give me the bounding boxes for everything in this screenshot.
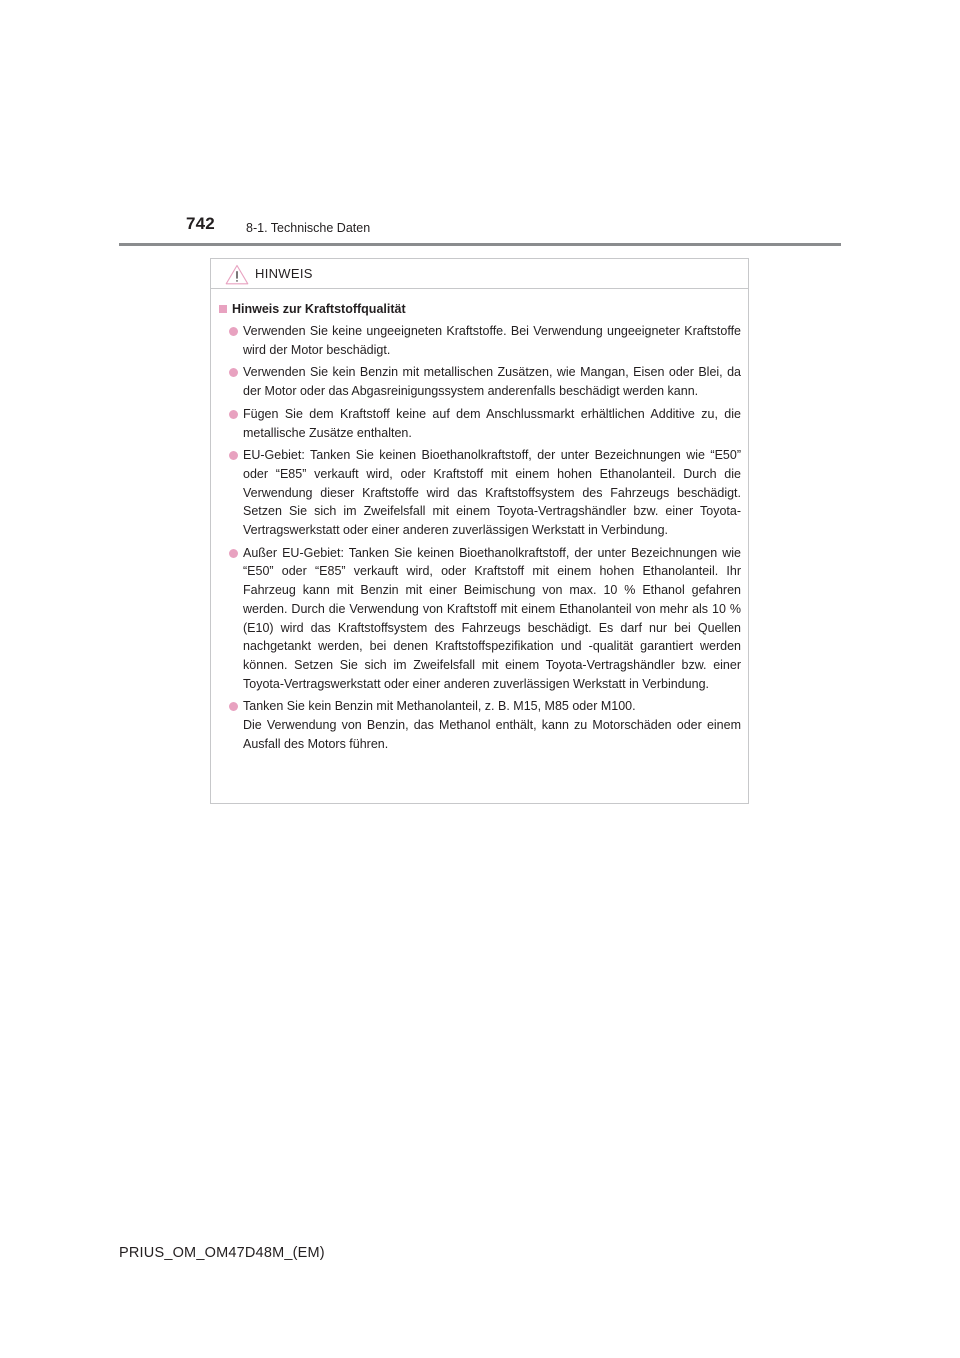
circle-bullet-icon (229, 451, 238, 460)
list-item-text (243, 697, 741, 753)
notice-box (210, 258, 749, 804)
square-bullet-icon (219, 305, 227, 313)
notice-body (211, 289, 748, 753)
list-item (218, 697, 741, 753)
list-item (218, 544, 741, 694)
circle-bullet-icon (229, 549, 238, 558)
circle-bullet-icon (229, 410, 238, 419)
list-item-text: Verwenden Sie keine ungeeigneten Kraftstoffe. Bei Verwendung ungeeigneter Kraftstoffe wird der Motor beschädigt. (243, 324, 741, 357)
list-item-text: EU-Gebiet: Tanken Sie keinen Bioethanolkraftstoff, der unter Bezeichnungen wie “E50” oder “E85” verkauft wird, oder Kraftstoff mit einem hohen Ethanolanteil. Durch die Verwendung dieser Kraftstoffe wird das Kraftstoffsystem des Fahrzeugs beschädigt. Setzen Sie sich im Zweifelsfall mit einem Toyota-Vertragshändler bzw. einer Toyota-Vertragswerkstatt oder einer anderen zuverlässigen Werkstatt in Verbindung. (243, 448, 741, 538)
list-item (218, 405, 741, 442)
list-item (218, 363, 741, 400)
page-number: 742 (186, 214, 215, 233)
header-divider (119, 243, 841, 246)
list-item-text: Verwenden Sie kein Benzin mit metallischen Zusätzen, wie Mangan, Eisen oder Blei, da der Motor oder das Abgasreinigungssystem anderenfalls beschädigt werden kann. (243, 365, 741, 399)
list-item (218, 446, 741, 540)
list-item-text: Fügen Sie dem Kraftstoff keine auf dem Anschlussmarkt erhältlichen Additive zu, die metallische Zusätze enthalten. (243, 406, 741, 440)
footer-doc-code: PRIUS_OM_OM47D48M_(EM) (119, 1245, 325, 1261)
list-item-line: Tanken Sie kein Benzin mit Methanolanteil, z. B. M15, M85 oder M100. (243, 699, 636, 714)
notice-subheading-text: Hinweis zur Kraftstoffqualität (232, 302, 406, 316)
list-item-text: Außer EU-Gebiet: Tanken Sie keinen Bioethanolkraftstoff, der unter Bezeichnungen wie “E50” oder “E85” verkauft wird, oder Kraftstoff mit einem hohen Ethanolanteil. Ihr Fahrzeug kann mit Benzin mit einer Beimischung von max. 10 % Ethanol gefahren werden. Durch die Verwendung von Kraftstoff mit einem Ethanolanteil von mehr als 10 % (E10) wird das Kraftstoffsystem des Fahrzeugs beschädigt. Es darf nur bei Quellen nachgetankt werden, bei denen Kraftstoffspezifikation und -qualität garantiert werden können. Setzen Sie sich im Zweifelsfall mit einem Toyota-Vertragshändler bzw. einer Toyota-Vertragswerkstatt oder einer anderen zuverlässigen Werkstatt in Verbindung. (243, 545, 741, 691)
warning-triangle-icon (225, 264, 249, 285)
notice-subheading (218, 301, 741, 317)
list-item-line: Die Verwendung von Benzin, das Methanol enthält, kann zu Motorschäden oder einem Ausfall des Motors führen. (243, 718, 741, 751)
notice-title: HINWEIS (255, 266, 313, 281)
notice-header (211, 259, 748, 289)
circle-bullet-icon (229, 368, 238, 377)
list-item (218, 322, 741, 359)
section-title: 8-1. Technische Daten (246, 221, 371, 235)
circle-bullet-icon (229, 702, 238, 711)
circle-bullet-icon (229, 327, 238, 336)
